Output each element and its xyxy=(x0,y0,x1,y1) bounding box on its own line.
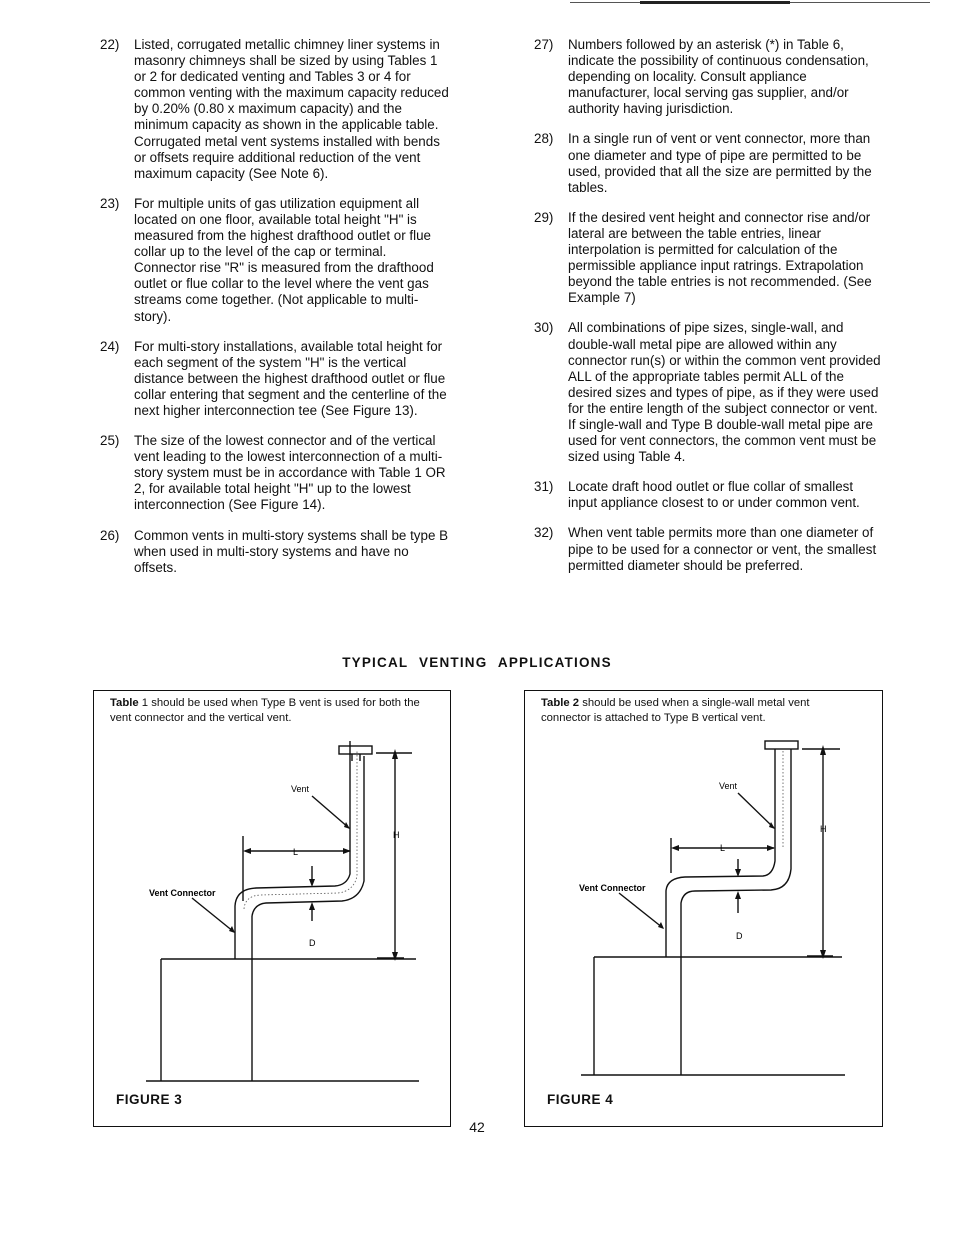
vent-label: Vent xyxy=(291,784,310,794)
vent-arrow xyxy=(344,822,350,829)
note-27 xyxy=(534,37,884,117)
l-arrow-left xyxy=(243,848,251,854)
h-arrow-up xyxy=(820,745,826,755)
vent-cap xyxy=(765,741,798,749)
l-label: L xyxy=(293,847,299,857)
l-arrow-left xyxy=(671,845,679,851)
d-arrow-down xyxy=(309,879,315,887)
note-text: In a single run of vent or vent connector, more than one diameter and type of pipe are permitted to be used, provided that all the size are permitted by the tables. xyxy=(568,131,872,195)
figure-3-title: FIGURE 3 xyxy=(116,1092,183,1107)
connector-outer xyxy=(235,741,350,906)
page-number: 42 xyxy=(469,1119,485,1135)
note-text: Common vents in multi-story systems shall be type B when used in multi-story systems and have no offsets. xyxy=(134,527,449,575)
note-number: 26) xyxy=(100,527,120,543)
figure-3-diagram xyxy=(94,691,450,1126)
note-23 xyxy=(100,196,450,325)
figure-3 xyxy=(93,690,451,1127)
note-text: Numbers followed by an asterisk (*) in Table 6, indicate the possibility of continuous condensation, depending on locality. Consult appliance manufacturer, local serving gas supplier, and/or authority having jurisdiction. xyxy=(568,37,869,117)
notes-right-column xyxy=(534,37,884,588)
vent-label: Vent xyxy=(719,781,738,791)
section-heading: TYPICAL VENTING APPLICATIONS xyxy=(342,655,612,670)
note-28 xyxy=(534,131,884,195)
note-number: 32) xyxy=(534,525,554,541)
connector-inner xyxy=(252,756,364,916)
note-number: 22) xyxy=(100,37,120,52)
note-number: 24) xyxy=(100,338,120,354)
caption-bold: Table 2 xyxy=(541,697,580,709)
note-number: 29) xyxy=(534,209,554,225)
h-arrow-up xyxy=(392,749,398,759)
d-label: D xyxy=(736,931,743,941)
l-arrow-right xyxy=(767,845,775,851)
h-label: H xyxy=(820,824,827,834)
connector-leader xyxy=(192,898,234,932)
note-32 xyxy=(534,525,884,573)
connector-arrow xyxy=(658,922,664,929)
vent-leader xyxy=(738,793,774,828)
caption-text: should be used when a single-wall metal vent connector is attached to Type B vertical vent. xyxy=(541,697,810,724)
note-number: 31) xyxy=(534,479,554,495)
note-29 xyxy=(534,210,884,307)
note-number: 27) xyxy=(534,37,554,52)
note-25 xyxy=(100,433,450,513)
figure-4-title: FIGURE 4 xyxy=(547,1092,614,1107)
note-26 xyxy=(100,528,450,576)
note-text: All combinations of pipe sizes, single-wall, and double-wall metal pipe are allowed within any connector run(s) or within the common vent provided ALL of the appropriate tables permit ALL of the desired sizes and types of pipe, as if they were used for the entire length of the subject connector or vent. If single-wall and Type B double-wall metal pipe are used for vent connectors, the common vent must be sized using Table 4. xyxy=(568,320,881,465)
note-22 xyxy=(100,37,450,182)
note-text: Listed, corrugated metallic chimney liner systems in masonry chimneys shall be sized by using Tables 1 or 2 for dedicated venting and Tables 3 or 4 for common venting with the maximum capacity reduced by 0.20% (0.80 x maximum capacity) and the minimum capacity as shown in the applicable table. Corrugated metal vent systems installed with bends or offsets require additional reduction of the vent maximum capacity (See Note 6). xyxy=(134,37,449,181)
note-text: When vent table permits more than one diameter of pipe to be used for a connector or vent, the smallest permitted diameter should be preferred. xyxy=(568,525,877,573)
h-label: H xyxy=(393,830,400,840)
figure-4 xyxy=(524,690,883,1127)
connector-label: Vent Connector xyxy=(579,883,646,893)
vent-leader xyxy=(312,796,349,828)
note-30 xyxy=(534,320,884,465)
caption-text: 1 should be used when Type B vent is used for both the vent connector and the vertical vent. xyxy=(110,697,420,724)
note-number: 30) xyxy=(534,320,554,336)
caption-bold: Table xyxy=(110,697,139,709)
connector-label: Vent Connector xyxy=(149,888,216,898)
note-number: 23) xyxy=(100,195,120,211)
note-24 xyxy=(100,339,450,419)
d-label: D xyxy=(309,938,316,948)
notes-left-column xyxy=(100,37,450,590)
connector-leader xyxy=(619,893,663,928)
vent-cap xyxy=(339,746,372,754)
note-text: Locate draft hood outlet or flue collar of smallest input appliance closest to or under common vent. xyxy=(568,479,860,511)
note-number: 28) xyxy=(534,131,554,147)
note-text: If the desired vent height and connector rise and/or lateral are between the table entries, linear interpolation is permitted for calculation of the permissible appliance input ratrings. Extrapolation beyond the table entries is not recommended. (See Example 7) xyxy=(568,209,872,306)
l-label: L xyxy=(720,843,726,853)
note-text: For multi-story installations, available total height for each segment of the system "H" is the vertical distance between the highest drafthood outlet or flue collar entering that segment and the centerline of the next higher interconnection tee (See Figure 13). xyxy=(134,338,447,418)
note-text: For multiple units of gas utilization equipment all located on one floor, available total height "H" is measured from the highest drafthood outlet or flue collar up to the level of the cap or terminal. Connector rise "R" is measured from the drafthood outlet or flue collar to the level where the vent gas streams come together. (Not applicable to multi-story). xyxy=(134,195,434,324)
d-arrow-up xyxy=(735,891,741,899)
note-31 xyxy=(534,479,884,511)
top-rule-thick xyxy=(640,1,790,4)
figure-4-diagram xyxy=(525,691,882,1126)
note-number: 25) xyxy=(100,433,120,449)
d-arrow-up xyxy=(309,902,315,910)
note-text: The size of the lowest connector and of the vertical vent leading to the lowest interconnection of a multi-story system must be in accordance with Table 1 OR 2, for available total height "H" up to the lowest interconnection (See Figure 14). xyxy=(134,433,446,513)
